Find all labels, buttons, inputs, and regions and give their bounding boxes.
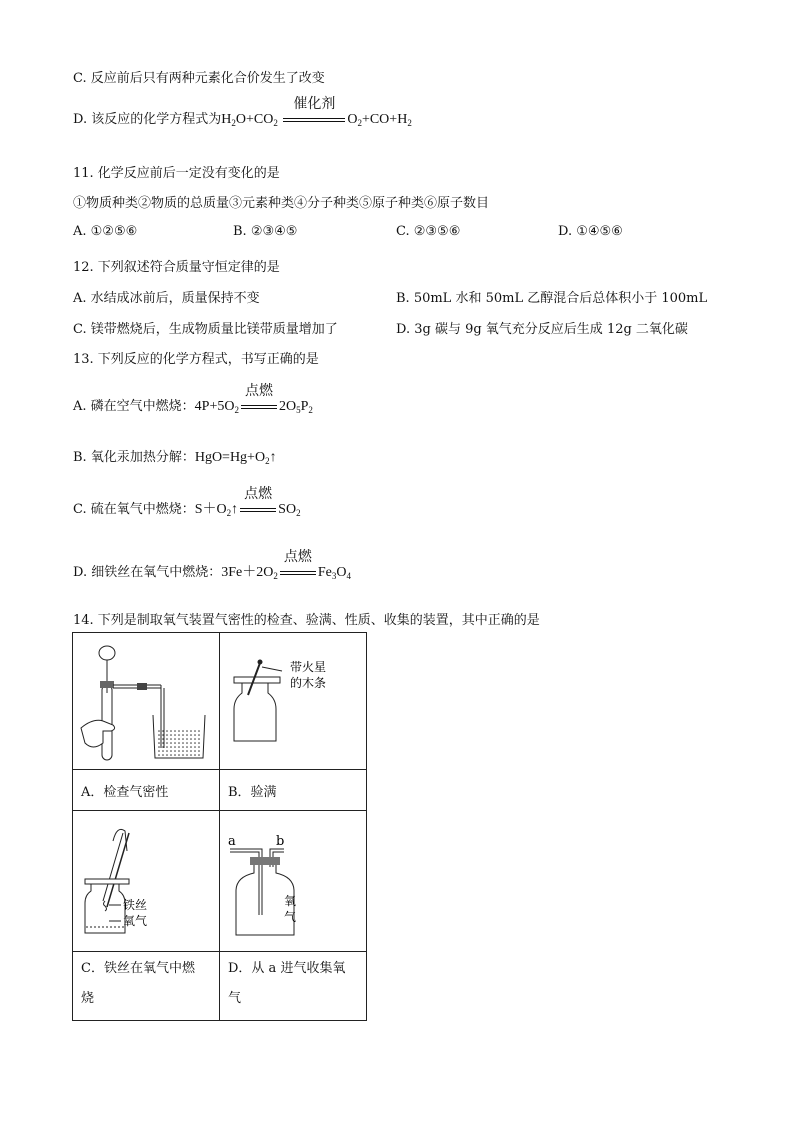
q13-option-d [73, 549, 351, 581]
q11-option-a: A. ①②⑤⑥ [73, 224, 138, 239]
q12-option-b: B. 50mL 水和 50mL 乙醇混合后总体积小于 100mL [396, 291, 708, 306]
q11-stem: 11. 化学反应前后一定没有变化的是 [73, 166, 280, 181]
q13-option-b [73, 446, 277, 466]
q12-stem: 12. 下列叙述符合质量守恒定律的是 [73, 260, 280, 275]
oxygen-label-d-2: 气 [284, 910, 297, 924]
q12-option-a: A. 水结成冰前后，质量保持不变 [73, 291, 260, 306]
q13-c-equation: $S+O_2↑$ 点燃 $SO_2$ [195, 502, 301, 517]
glowing-stick-label: 带火星 [290, 660, 327, 674]
q11-option-d: D. ①④⑤⑥ [558, 224, 623, 239]
inlet-b-label: b [276, 834, 285, 849]
q14-caption-a: A．检查气密性 [73, 770, 220, 811]
q14-cell-c-figure [73, 811, 220, 952]
q14-caption-d-tail: 气 [228, 991, 242, 1006]
q14-caption-c [73, 952, 220, 1021]
q14-apparatus-table [72, 632, 367, 1021]
oxygen-label-c: 氧气 [123, 914, 148, 928]
q13-d-equation: $3Fe+2O_2$ 点燃 $Fe_3O_4$ [221, 565, 351, 580]
q12-option-c: C. 镁带燃烧后，生成物质量比镁带质量增加了 [73, 322, 338, 337]
q14-caption-d [220, 952, 367, 1021]
q13-c-arrow [240, 486, 276, 515]
q13-a-condition: 点燃 [244, 383, 273, 399]
q13-b-equation: $HgO=Hg+O_2↑$ [194, 450, 277, 466]
q13-option-a-label: A. 磷在空气中燃烧： [73, 399, 195, 414]
q10-equation: $H_2O+CO_2$ 催化剂 $O_2+CO+H_2$ [221, 112, 412, 127]
q11-items: ①物质种类②物质的总质量③元素种类④分子种类⑤原子种类⑥原子数目 [73, 196, 490, 211]
q13-option-c-label: C. 硫在氧气中燃烧： [73, 502, 195, 517]
q13-option-b-label: B. 氧化汞加热分解： [73, 450, 195, 465]
q10-option-d [73, 96, 412, 128]
q10-option-d-label: D. 该反应的化学方程式为 [73, 112, 222, 127]
iron-wire-label: 铁丝 [123, 898, 148, 912]
q13-option-a [73, 383, 313, 415]
q14-cell-d-figure [220, 811, 367, 952]
q13-option-d-label: D. 细铁丝在氧气中燃烧： [73, 565, 222, 580]
q14-caption-d-text: D．从 a 进气收集氧 [228, 961, 346, 976]
q12-option-d: D. 3g 碳与 9g 氧气充分反应后生成 12g 二氧化碳 [396, 322, 688, 337]
inlet-a-label: a [228, 834, 236, 849]
airtightness-check-figure [73, 633, 219, 769]
gas-collection-bottle-figure [220, 811, 366, 951]
glowing-stick-label-2: 的木条 [290, 676, 327, 690]
q11-option-c: C. ②③⑤⑥ [396, 224, 461, 239]
q13-c-condition: 点燃 [244, 486, 273, 502]
q13-a-equation: $4P+5O_2$ 点燃 $2O_5P_2$ [195, 399, 313, 414]
q14-caption-b: B．验满 [220, 770, 367, 811]
oxygen-label-d-1: 氧 [284, 894, 297, 908]
oxygen-full-test-figure [220, 633, 366, 769]
q11-option-b: B. ②③④⑤ [233, 224, 298, 239]
q13-stem: 13. 下列反应的化学方程式，书写正确的是 [73, 352, 319, 367]
q10-reaction-condition: 催化剂 [293, 96, 336, 112]
q13-a-arrow [241, 383, 277, 412]
q14-caption-c-tail: 烧 [81, 991, 95, 1006]
q13-option-c [73, 486, 301, 518]
q10-option-c: C. 反应前后只有两种元素化合价发生了改变 [73, 71, 325, 86]
q14-stem: 14. 下列是制取氧气装置气密性的检查、验满、性质、收集的装置，其中正确的是 [73, 613, 540, 628]
iron-wire-combustion-figure [73, 811, 219, 951]
q14-cell-b-figure [220, 633, 367, 770]
q13-d-condition: 点燃 [283, 549, 312, 565]
q14-cell-a-figure [73, 633, 220, 770]
q14-caption-c-text: C．铁丝在氧气中燃 [81, 961, 195, 976]
q13-d-arrow [280, 549, 316, 578]
q10-reaction-arrow [283, 96, 345, 125]
